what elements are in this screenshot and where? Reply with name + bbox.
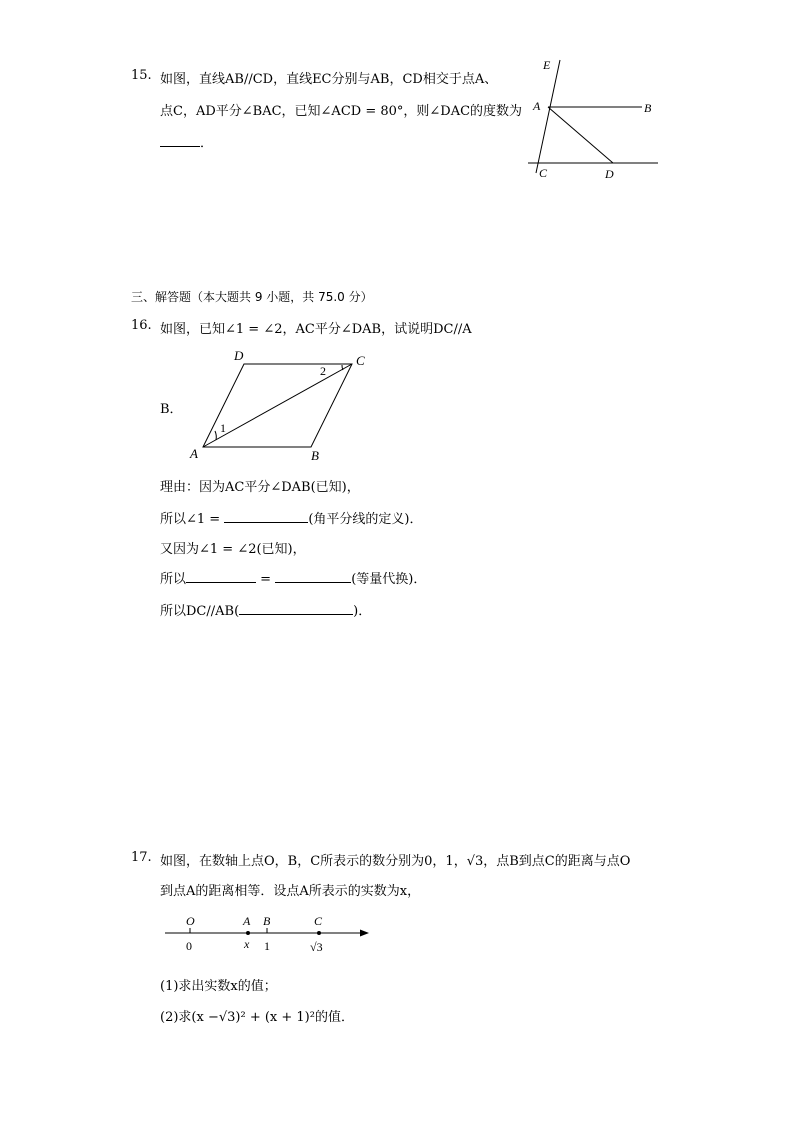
q15-number: 15.: [131, 68, 152, 83]
label-c: C: [356, 353, 365, 368]
label-angle-2: 2: [320, 364, 326, 378]
label-d: D: [605, 167, 614, 181]
q15-line3-tail: ．: [200, 136, 214, 151]
q16-line1: 如图，已知∠1 = ∠2，AC平分∠DAB，试说明DC//A: [160, 322, 472, 337]
q16-step4-blank: [239, 602, 353, 615]
q15-answer-blank: [160, 134, 200, 147]
q16-reason: 理由：因为AC平分∠DAB(已知)，: [160, 480, 360, 495]
number-line: [160, 910, 375, 958]
point-a-dot: [246, 931, 250, 935]
point-label-c: C: [314, 914, 323, 928]
q16-line2: B．: [160, 402, 183, 417]
q16-step3-blank-right: [275, 570, 351, 583]
value-label-x: x: [244, 937, 250, 951]
number-line-arrow: [360, 930, 369, 937]
q17-part1: (1)求出实数x的值；: [160, 979, 277, 994]
q16-step4: [160, 600, 371, 619]
point-label-a: A: [243, 914, 251, 928]
label-b: B: [644, 101, 652, 115]
point-label-b: B: [263, 914, 271, 928]
q17-number: 17.: [131, 850, 152, 865]
section-3-title: 三、解答题（本大题共 9 小题，共 75.0 分）: [131, 290, 373, 304]
q16-step1-blank: [224, 510, 308, 523]
label-a: A: [190, 446, 198, 461]
q15-line2: 点C，AD平分∠BAC，已知∠ACD = 80°，则∠DAC的度数为: [160, 104, 523, 119]
q17-line1: 如图，在数轴上点O，B，C所表示的数分别为0，1，√3，点B到点C的距离与点O: [160, 854, 631, 869]
q16-step4-post: )．: [353, 604, 372, 619]
label-c: C: [539, 166, 548, 180]
q15-figure: [520, 55, 665, 185]
q16-step3: [160, 568, 426, 587]
q16-step1-pre: 所以∠1 =: [160, 512, 221, 527]
q16-step3-post: (等量代换)．: [351, 572, 427, 587]
value-label-1: 1: [264, 939, 270, 953]
label-b: B: [311, 448, 319, 463]
label-angle-1: 1: [220, 421, 226, 435]
q16-step1: [160, 508, 423, 527]
label-e: E: [543, 58, 551, 72]
q16-number: 16.: [131, 318, 152, 333]
line-ec: [536, 60, 560, 173]
q16-step1-post: (角平分线的定义)．: [308, 512, 423, 527]
q17-line2: 到点A的距离相等．设点A所表示的实数为x，: [160, 884, 421, 899]
angle-2-arc: [342, 365, 343, 370]
q16-step2: 又因为∠1 = ∠2(已知)，: [160, 542, 306, 557]
label-a: A: [533, 99, 541, 113]
q15-answer-line: [160, 132, 213, 151]
point-label-o: O: [186, 914, 195, 928]
line-ad: [548, 107, 613, 163]
q16-step3-eq: =: [260, 572, 272, 587]
q16-step3-pre: 所以: [160, 572, 187, 587]
q17-part2: (2)求(x −√3)² + (x + 1)²的值．: [160, 1010, 354, 1025]
q16-figure: [180, 345, 380, 465]
q16-step4-pre: 所以DC//AB(: [160, 604, 240, 619]
value-label-0: 0: [186, 939, 192, 953]
label-d: D: [234, 348, 244, 363]
point-c-dot: [317, 931, 321, 935]
value-label-sqrt3: √3: [310, 940, 323, 954]
q16-step3-blank-left: [186, 570, 256, 583]
q15-line1: 如图，直线AB//CD，直线EC分别与AB，CD相交于点A、: [160, 72, 498, 87]
angle-1-arc: [215, 431, 216, 440]
